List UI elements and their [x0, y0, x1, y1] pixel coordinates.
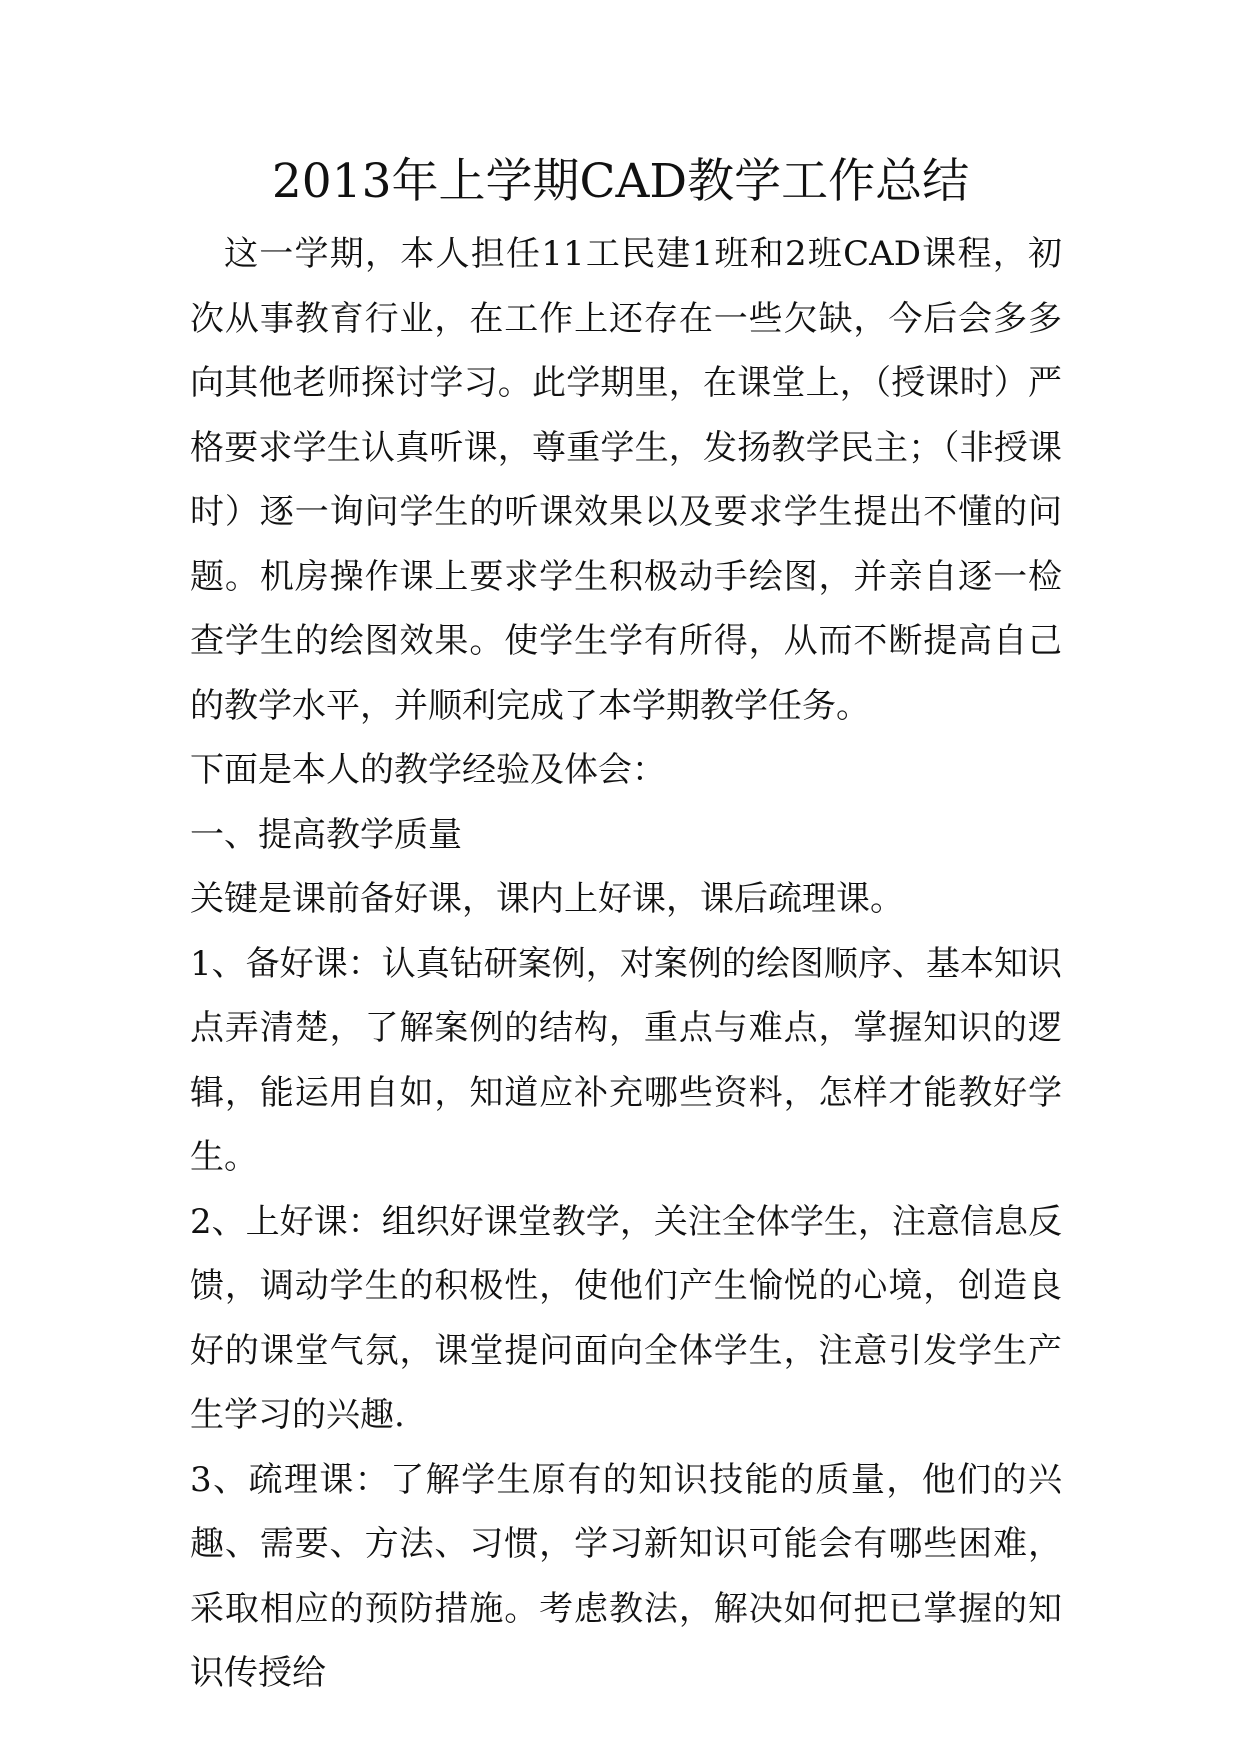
paragraph-key-point: 关键是课前备好课，课内上好课，课后疏理课。	[190, 879, 904, 919]
section-heading-teaching-quality: 一、提高教学质量	[190, 814, 462, 855]
paragraph-intro: 这一学期，本人担任11工民建1班和2班CAD课程，初次从事教育行业，在工作上还存在一些欠缺，今后会多多向其他老师探讨学习。此学期里，在课堂上，（授课时）严格要求学生认真听课，尊重学生，发扬教学民主；（非授课时）逐一询问学生的听课效果以及要求学生提出不懂的问题。机房操作课上要求学生积极动手绘图，并亲自逐一检查学生的绘图效果。使学生学有所得，从而不断提高自己的教学水平，并顺利完成了本学期教学任务。	[190, 234, 1062, 726]
paragraph-prepare-lesson: 1、备好课：认真钻研案例，对案例的绘图顺序、基本知识点弄清楚，了解案例的结构，重点与难点，掌握知识的逻辑，能运用自如，知道应补充哪些资料，怎样才能教好学生。	[190, 943, 1062, 1177]
document-title: 2013年上学期CAD教学工作总结	[271, 154, 970, 209]
paragraph-experience-heading: 下面是本人的教学经验及体会：	[190, 750, 666, 790]
paragraph-teach-lesson: 2、上好课：组织好课堂教学，关注全体学生，注意信息反馈，调动学生的积极性，使他们产生愉悦的心境，创造良好的课堂气氛，课堂提问面向全体学生，注意引发学生产生学习的兴趣.	[190, 1201, 1062, 1435]
paragraph-review-lesson: 3、疏理课：了解学生原有的知识技能的质量，他们的兴趣、需要、方法、习惯，学习新知识可能会有哪些困难，采取相应的预防措施。考虑教法，解决如何把已掌握的知识传授给	[190, 1459, 1062, 1693]
document-body	[190, 222, 1062, 1706]
